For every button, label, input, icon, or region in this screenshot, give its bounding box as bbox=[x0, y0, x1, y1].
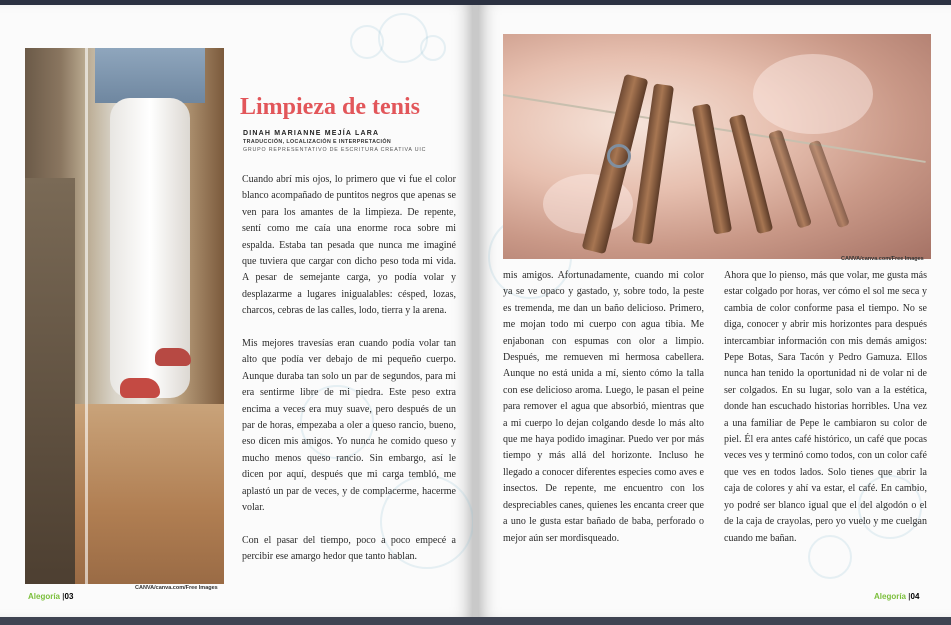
left-page bbox=[0, 5, 473, 617]
paragraph: Cuando abrí mis ojos, lo primero que vi fue el color blanco acompañado de puntitos negros que apenas se ven para los amantes de la limpieza. De repente, sentí como me caía una enorme roca sobre mi espalda. Estaba tan pesada que nunca me imaginé que tuviera que cargar con dicho peso toda mi vida. A pesar de semejante carga, yo podía volar y desplazarme a lugares inigualables: césped, lozas, charcos, cebras de las calles, lodo, tierra y la arena. bbox=[242, 174, 456, 317]
folio-separator: | bbox=[62, 592, 65, 601]
article-title: Limpieza de tenis bbox=[240, 94, 420, 120]
author-affiliation: TRADUCCIÓN, LOCALIZACIÓN E INTERPRETACIÓN bbox=[243, 139, 392, 145]
photo-clothespin bbox=[692, 103, 732, 234]
page-number: 03 bbox=[64, 592, 74, 601]
text-column-left bbox=[242, 172, 456, 566]
paragraph: Ahora que lo pienso, más que volar, me gusta más estar colgado por horas, ver cómo el sol me seca y cambia de color conforme pasa el tiempo. No se diga, conocer y abrir mis horizontes para después intercambiar información con mis demás amigos: Pepe Botas, Sara Tacón y Pedro Gamuza. Ellos nunca han tenido la oportunidad ni de volar ni de ser colgados. En su lugar, solo van a la estética, donde han escuchado historias horribles. Una vez a una familiar de Pepe le cambiaron su color de piel. Él era antes café histórico, un café que pocas veces ves y terminó como todos, con un color café que ves en todos lados. Solo tienes que abrir la caja de colores y ahí va estar, el café. En cambio, yo podré ser blanco igual que el del algodón o el de la caja de crayolas, pero yo vuelo y me cuelgan cuando me bañan. bbox=[724, 270, 927, 544]
photo-shirt bbox=[95, 48, 205, 103]
magazine-name: Alegoría bbox=[874, 592, 907, 601]
photo-spring bbox=[607, 144, 631, 168]
photo-sneaker bbox=[155, 348, 191, 366]
sneakers-photo bbox=[25, 48, 224, 584]
photo-shoe-shelf bbox=[25, 178, 75, 584]
photo-clothespin bbox=[768, 129, 812, 228]
author-group: GRUPO REPRESENTATIVO DE ESCRITURA CREATIVA UIC bbox=[243, 147, 427, 153]
decorative-bubble bbox=[378, 13, 428, 63]
paragraph: Mis mejores travesías eran cuando podía volar tan alto que podía ver debajo de mi pequeño cuerpo. Aunque duraba tan solo un par de segundos, para mi era sentirme libre de mi piedra. Este peso extra encima a veces era muy suave, pero después de un par de horas, empezaba a oler a queso rancio, bueno, eso dicen mis amigos. Yo nunca he comido queso y mucho menos queso rancio. Sin embargo, así le dicen por aquí, después que mi carga tembló, me aplastó un par de veces, y de complacerme, hacerme volar. bbox=[242, 338, 456, 514]
right-page bbox=[478, 5, 951, 617]
paragraph: Con el pasar del tiempo, poco a poco empecé a percibir ese amargo hedor que tanto hablan. bbox=[242, 534, 456, 563]
page-number: 04 bbox=[910, 592, 920, 601]
decorative-bubble bbox=[420, 35, 446, 61]
text-column-right bbox=[724, 268, 927, 547]
page-folio-left bbox=[28, 592, 73, 601]
photo-mirror-edge bbox=[85, 48, 88, 584]
photo-credit: CANVA/canva.com/Free Images bbox=[135, 585, 218, 591]
paragraph: mis amigos. Afortunadamente, cuando mi color ya se ve opaco y gastado, y, sobre todo, la peste es tremenda, me dan un baño delicioso. Primero, me mojan todo mi cuerpo con agua tibia. Me enjabonan con espumas con olor a limpio. Después, me remueven mi hermosa cabellera. Aunque no está unida a mí, siento cómo la talla con ese delicioso aroma. Luego, le pasan el peine para remover el agua que absorbió, mientras que a mi cuerpo lo dejan colgando desde lo más alto que me haya podido imaginar. Puedo ver por más tiempo y más allá del horizonte. Incluso he llegado a conocer diferentes especies como aves e insectos. De repente, me encuentro con los despreciables canes, quienes les encanta creer que a uno le gusta estar bañado de baba, perforado o mejor aún ser mordisqueado. bbox=[503, 270, 704, 544]
photo-bokeh bbox=[753, 54, 873, 134]
photo-credit: CANVA/canva.com/Free Images bbox=[841, 256, 924, 262]
folio-separator: | bbox=[908, 592, 911, 601]
magazine-spread bbox=[0, 5, 951, 625]
photo-sneaker bbox=[120, 378, 160, 398]
text-column-middle bbox=[503, 268, 704, 547]
magazine-name: Alegoría bbox=[28, 592, 61, 601]
photo-clothespin bbox=[729, 114, 774, 234]
clothespins-photo bbox=[503, 34, 931, 259]
photo-clothespin bbox=[808, 140, 850, 229]
article-author: DINAH MARIANNE MEJÍA LARA bbox=[243, 130, 380, 137]
page-folio-right bbox=[874, 592, 919, 601]
